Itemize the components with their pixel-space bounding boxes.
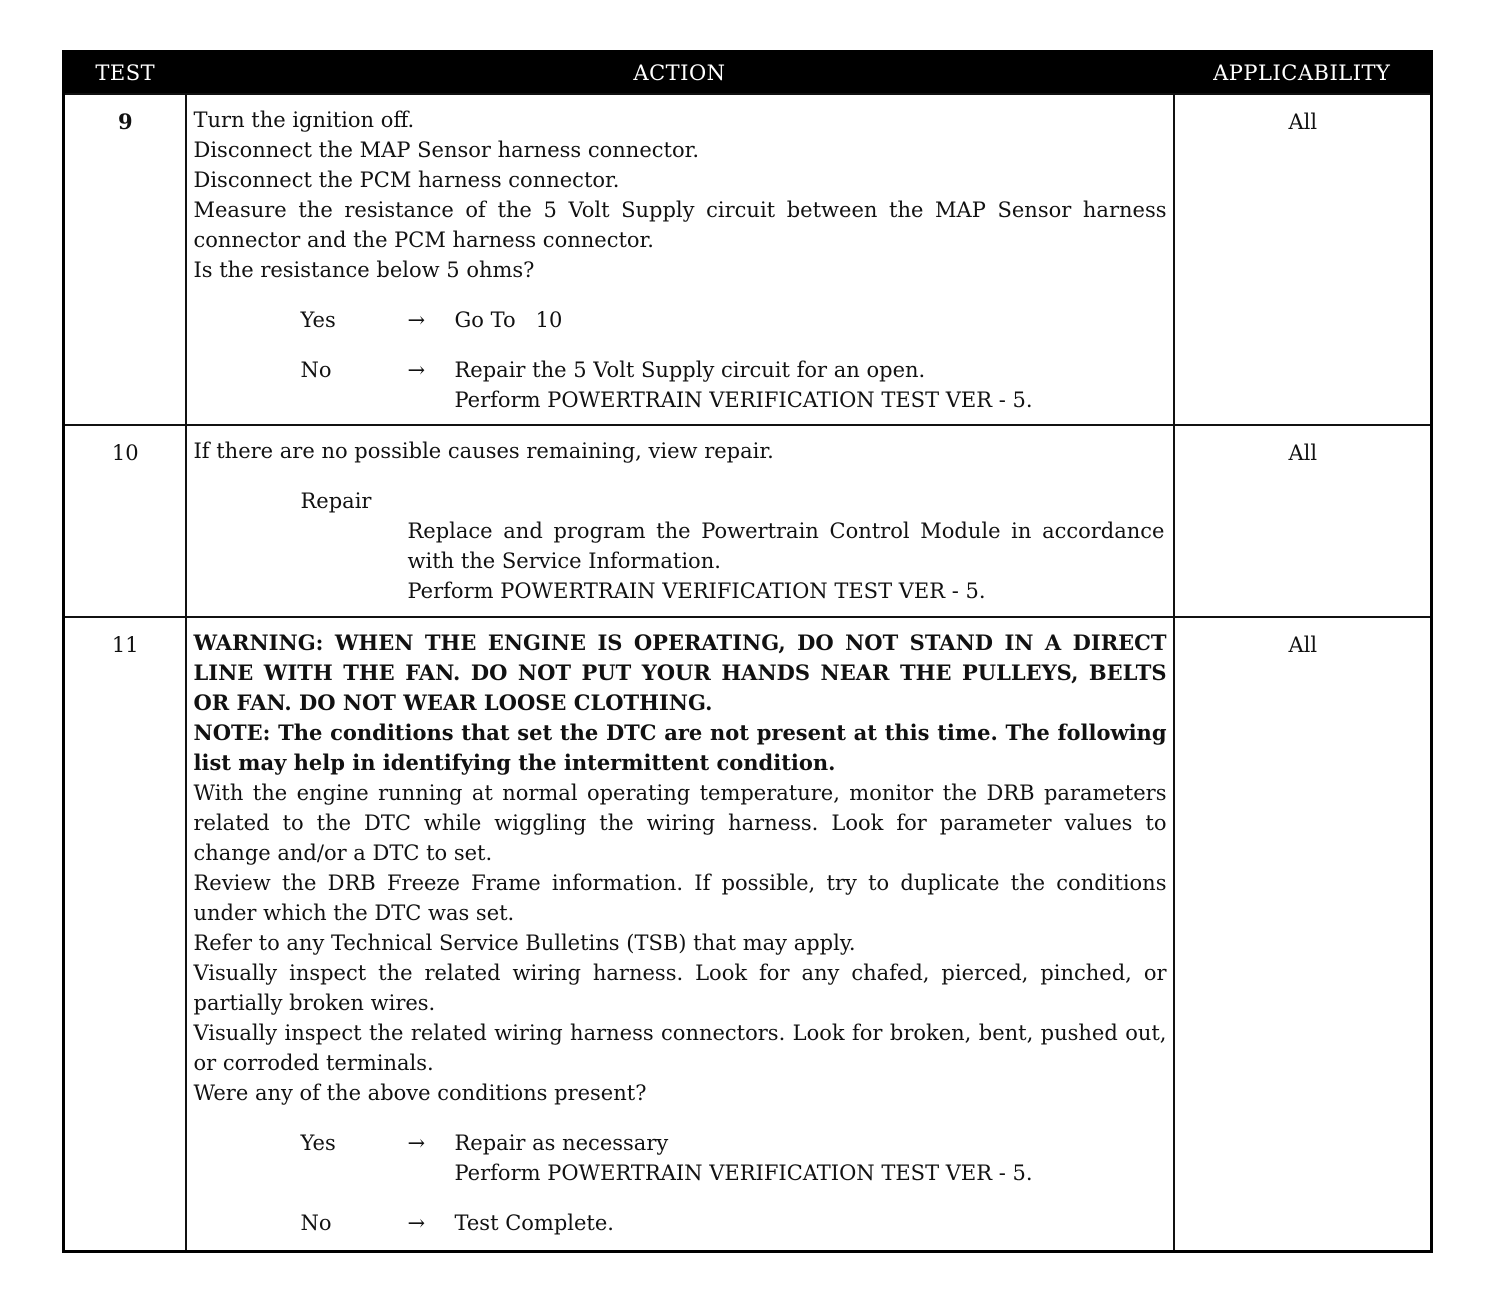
branch-label: Yes (300, 308, 336, 332)
branch-text: Perform POWERTRAIN VERIFICATION TEST VER - 5. (454, 1161, 1033, 1185)
branch-yes (194, 305, 1167, 335)
branch-text: Test Complete. (454, 1211, 614, 1235)
branch-label: No (300, 358, 332, 382)
table-row-test-9 (64, 94, 1432, 425)
column-header-action: ACTION (186, 52, 1174, 95)
branch-label: Yes (300, 1131, 336, 1155)
warning-text: WARNING: WHEN THE ENGINE IS OPERATING, DO NOT STAND IN A DIRECT LINE WITH THE FAN. DO NOT PUT YOUR HANDS NEAR THE PULLEYS, BELTS OR FAN. DO NOT WEAR LOOSE CLOTHING. (193, 630, 1174, 715)
repair-step: Replace and program the Powertrain Control Module in accordance with the Service Information. (407, 519, 1172, 573)
action-step: Disconnect the MAP Sensor harness connector. (193, 138, 699, 162)
table-header-row (64, 52, 1432, 95)
action-step: Review the DRB Freeze Frame information. If possible, try to duplicate the conditions under which the DTC was set. (193, 871, 1174, 925)
branch-no (194, 1208, 1167, 1238)
diagnostic-test-table (62, 50, 1433, 1253)
arrow-icon: → (407, 308, 426, 332)
arrow-icon: → (407, 1211, 426, 1235)
action-step: Visually inspect the related wiring harness. Look for any chafed, pierced, pinched, or partially broken wires. (193, 961, 1174, 1015)
test-number: 11 (64, 617, 186, 1251)
action-cell (186, 425, 1174, 617)
applicability-cell: All (1174, 617, 1432, 1251)
branch-label: No (300, 1211, 332, 1235)
action-step: Disconnect the PCM harness connector. (193, 168, 620, 192)
note-text: NOTE: The conditions that set the DTC are not present at this time. The following list may help in identifying the intermittent condition. (193, 720, 1174, 775)
arrow-icon: → (407, 358, 426, 382)
branch-text: Perform POWERTRAIN VERIFICATION TEST VER - 5. (454, 388, 1033, 412)
action-step: Refer to any Technical Service Bulletins (TSB) that may apply. (193, 931, 856, 955)
action-question: Were any of the above conditions present? (193, 1081, 647, 1105)
branch-text: Go To 10 (454, 308, 563, 332)
action-step: If there are no possible causes remaining, view repair. (193, 439, 774, 463)
action-step: Measure the resistance of the 5 Volt Supply circuit between the MAP Sensor harness connector and the PCM harness connector. (193, 198, 1174, 252)
action-step: With the engine running at normal operating temperature, monitor the DRB parameters related to the DTC while wiggling the wiring harness. Look for parameter values to change and/or a DTC to set. (193, 781, 1174, 865)
action-cell (186, 617, 1174, 1251)
table-row-test-11 (64, 617, 1432, 1251)
action-step: Turn the ignition off. (193, 108, 415, 132)
action-step: Visually inspect the related wiring harness connectors. Look for broken, bent, pushed out, or corroded terminals. (193, 1021, 1174, 1075)
diagnostic-procedure-page (62, 50, 1430, 1253)
branch-text: Repair as necessary (454, 1131, 669, 1155)
action-question: Is the resistance below 5 ohms? (193, 258, 535, 282)
branch-no (194, 355, 1167, 415)
branch-text: Repair the 5 Volt Supply circuit for an open. (454, 358, 926, 382)
arrow-icon: → (407, 1131, 426, 1155)
table-row-test-10 (64, 425, 1432, 617)
repair-instructions (194, 516, 1172, 606)
repair-label: Repair (300, 489, 372, 513)
branch-yes (194, 1128, 1167, 1188)
test-number: 10 (64, 425, 186, 617)
column-header-test: TEST (64, 52, 186, 95)
repair-step: Perform POWERTRAIN VERIFICATION TEST VER - 5. (407, 579, 986, 603)
applicability-cell: All (1174, 94, 1432, 425)
applicability-cell: All (1174, 425, 1432, 617)
test-number: 9 (64, 94, 186, 425)
column-header-applicability: APPLICABILITY (1174, 52, 1432, 95)
action-cell (186, 94, 1174, 425)
